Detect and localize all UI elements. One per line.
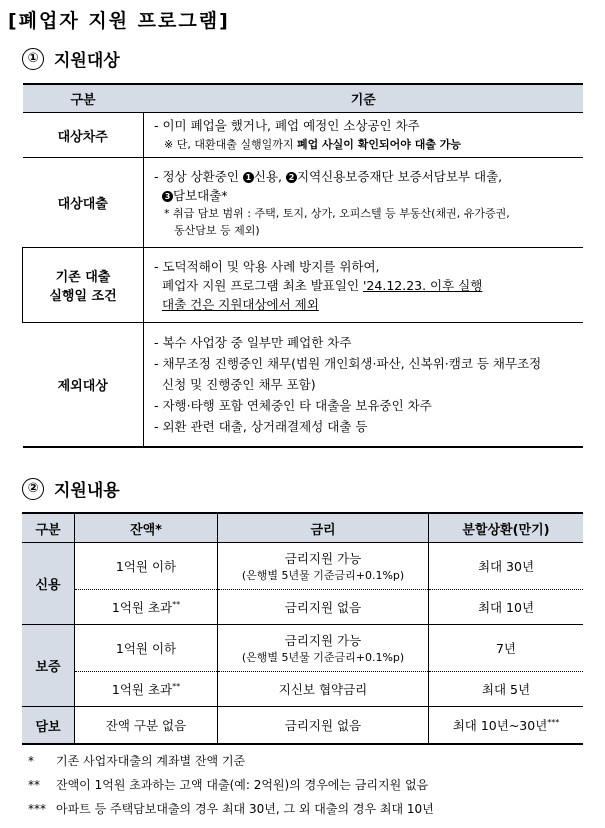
cell-rate: 금리지원 가능 (은행별 5년물 기준금리+0.1%p) <box>218 543 429 590</box>
header-rate: 금리 <box>218 513 429 543</box>
footnote-3: *** 아파트 등 주택담보대출의 경우 최대 30년, 그 외 대출의 경우 최대 10년 <box>28 802 434 816</box>
cell-term: 7년 <box>429 625 584 672</box>
text-line: - 도덕적해이 및 악용 사례 방지를 위하여, <box>154 258 380 274</box>
cell-term: 최대 30년 <box>429 543 584 590</box>
cell-balance: 1억원 초과** <box>75 590 218 625</box>
section2-heading <box>22 476 120 501</box>
note-line: * 취급 담보 범위 : 주택, 토지, 상가, 오피스텔 등 부동산(채권, 유가증권, <box>164 206 510 220</box>
cell-term: 최대 10년 <box>429 590 584 625</box>
row-label-borrower: 대상차주 <box>23 113 144 158</box>
support-table <box>22 512 583 745</box>
section1-title: 지원대상 <box>54 51 120 71</box>
footnote-2: ** 잔액이 1억원 초과하는 고액 대출(예: 2억원)의 경우에는 금리지원 없음 <box>28 778 429 792</box>
table-row <box>23 158 584 248</box>
section1-number: ① <box>22 48 44 70</box>
text-line: 폐업자 지원 프로그램 최초 발표일인 '24.12.23. 이후 실행 <box>162 277 483 293</box>
header-category: 구분 <box>23 84 144 113</box>
header-balance: 잔액* <box>75 513 218 543</box>
section2-number: ② <box>22 478 44 500</box>
row-label-loan: 대상대출 <box>23 158 144 248</box>
table-row <box>23 323 584 447</box>
row-content-date-condition <box>144 248 584 323</box>
note-line: 동산담보 등 제외) <box>174 223 260 237</box>
table-header-row <box>23 84 584 113</box>
cell-term: 최대 10년~30년*** <box>429 707 584 745</box>
underlined-text: 대출 건은 지원대상에서 제외 <box>162 296 319 312</box>
table-header-row <box>22 513 583 543</box>
circled-number-1: 1 <box>243 172 254 183</box>
page-title: [폐업자 지원 프로그램] <box>8 10 230 32</box>
row-content-loan <box>144 158 584 248</box>
circled-number-3: 3 <box>162 191 173 202</box>
cell-balance: 잔액 구분 없음 <box>75 707 218 745</box>
table-row <box>22 625 583 672</box>
text-line: - 복수 사업장 중 일부만 폐업한 차주 <box>154 334 352 350</box>
cell-balance: 1억원 초과** <box>75 672 218 707</box>
bold-note: 폐업 사실이 확인되어야 대출 가능 <box>296 138 462 151</box>
row-label-excluded: 제외대상 <box>23 323 144 447</box>
text-line: 3 담보대출* <box>154 186 577 205</box>
text-line: - 채무조정 진행중인 채무(법원 개인회생·파산, 신복위·캠코 등 채무조정 <box>154 355 542 371</box>
eligibility-table <box>22 83 583 448</box>
cell-rate: 금리지원 없음 <box>218 707 429 745</box>
table-row <box>22 672 583 707</box>
header-category: 구분 <box>22 513 75 543</box>
table-row <box>22 707 583 745</box>
row-label-date-condition: 기존 대출 실행일 조건 <box>23 248 144 323</box>
row-content-excluded <box>144 323 584 447</box>
text-line: - 외환 관련 대출, 상거래결제성 대출 등 <box>154 418 368 434</box>
underlined-text: '24.12.23. 이후 실행 <box>363 277 483 293</box>
table-row <box>22 590 583 625</box>
group-credit: 신용 <box>22 543 75 625</box>
circled-number-2: 2 <box>286 172 297 183</box>
note-line: ※ 단, 대환대출 실행일까지 폐업 사실이 확인되어야 대출 가능 <box>164 138 462 151</box>
text-line: - 정상 상환중인 1 신용, 2 지역신용보증재단 보증서담보부 대출, <box>154 168 503 184</box>
section1-heading <box>22 46 120 71</box>
header-repayment: 분할상환(만기) <box>429 513 584 543</box>
section2-title: 지원내용 <box>54 481 120 501</box>
cell-rate: 금리지원 가능 (은행별 5년물 기준금리+0.1%p) <box>218 625 429 672</box>
cell-rate: 지신보 협약금리 <box>218 672 429 707</box>
table-row <box>23 248 584 323</box>
text-line: - 자행·타행 포함 연체중인 타 대출을 보유중인 차주 <box>154 397 432 413</box>
table-row <box>23 113 584 158</box>
text-line: - 이미 폐업을 했거나, 폐업 예정인 소상공인 차주 <box>154 118 420 133</box>
cell-term: 최대 5년 <box>429 672 584 707</box>
header-criteria: 기준 <box>144 84 584 113</box>
group-collateral: 담보 <box>22 707 75 745</box>
cell-balance: 1억원 이하 <box>75 625 218 672</box>
cell-rate: 금리지원 없음 <box>218 590 429 625</box>
footnote-1: * 기존 사업자대출의 계좌별 잔액 기준 <box>28 754 246 768</box>
text-line: 신청 및 진행중인 채무 포함) <box>162 376 316 392</box>
group-guarantee: 보증 <box>22 625 75 707</box>
row-content-borrower <box>144 113 584 158</box>
table-row <box>22 543 583 590</box>
cell-balance: 1억원 이하 <box>75 543 218 590</box>
